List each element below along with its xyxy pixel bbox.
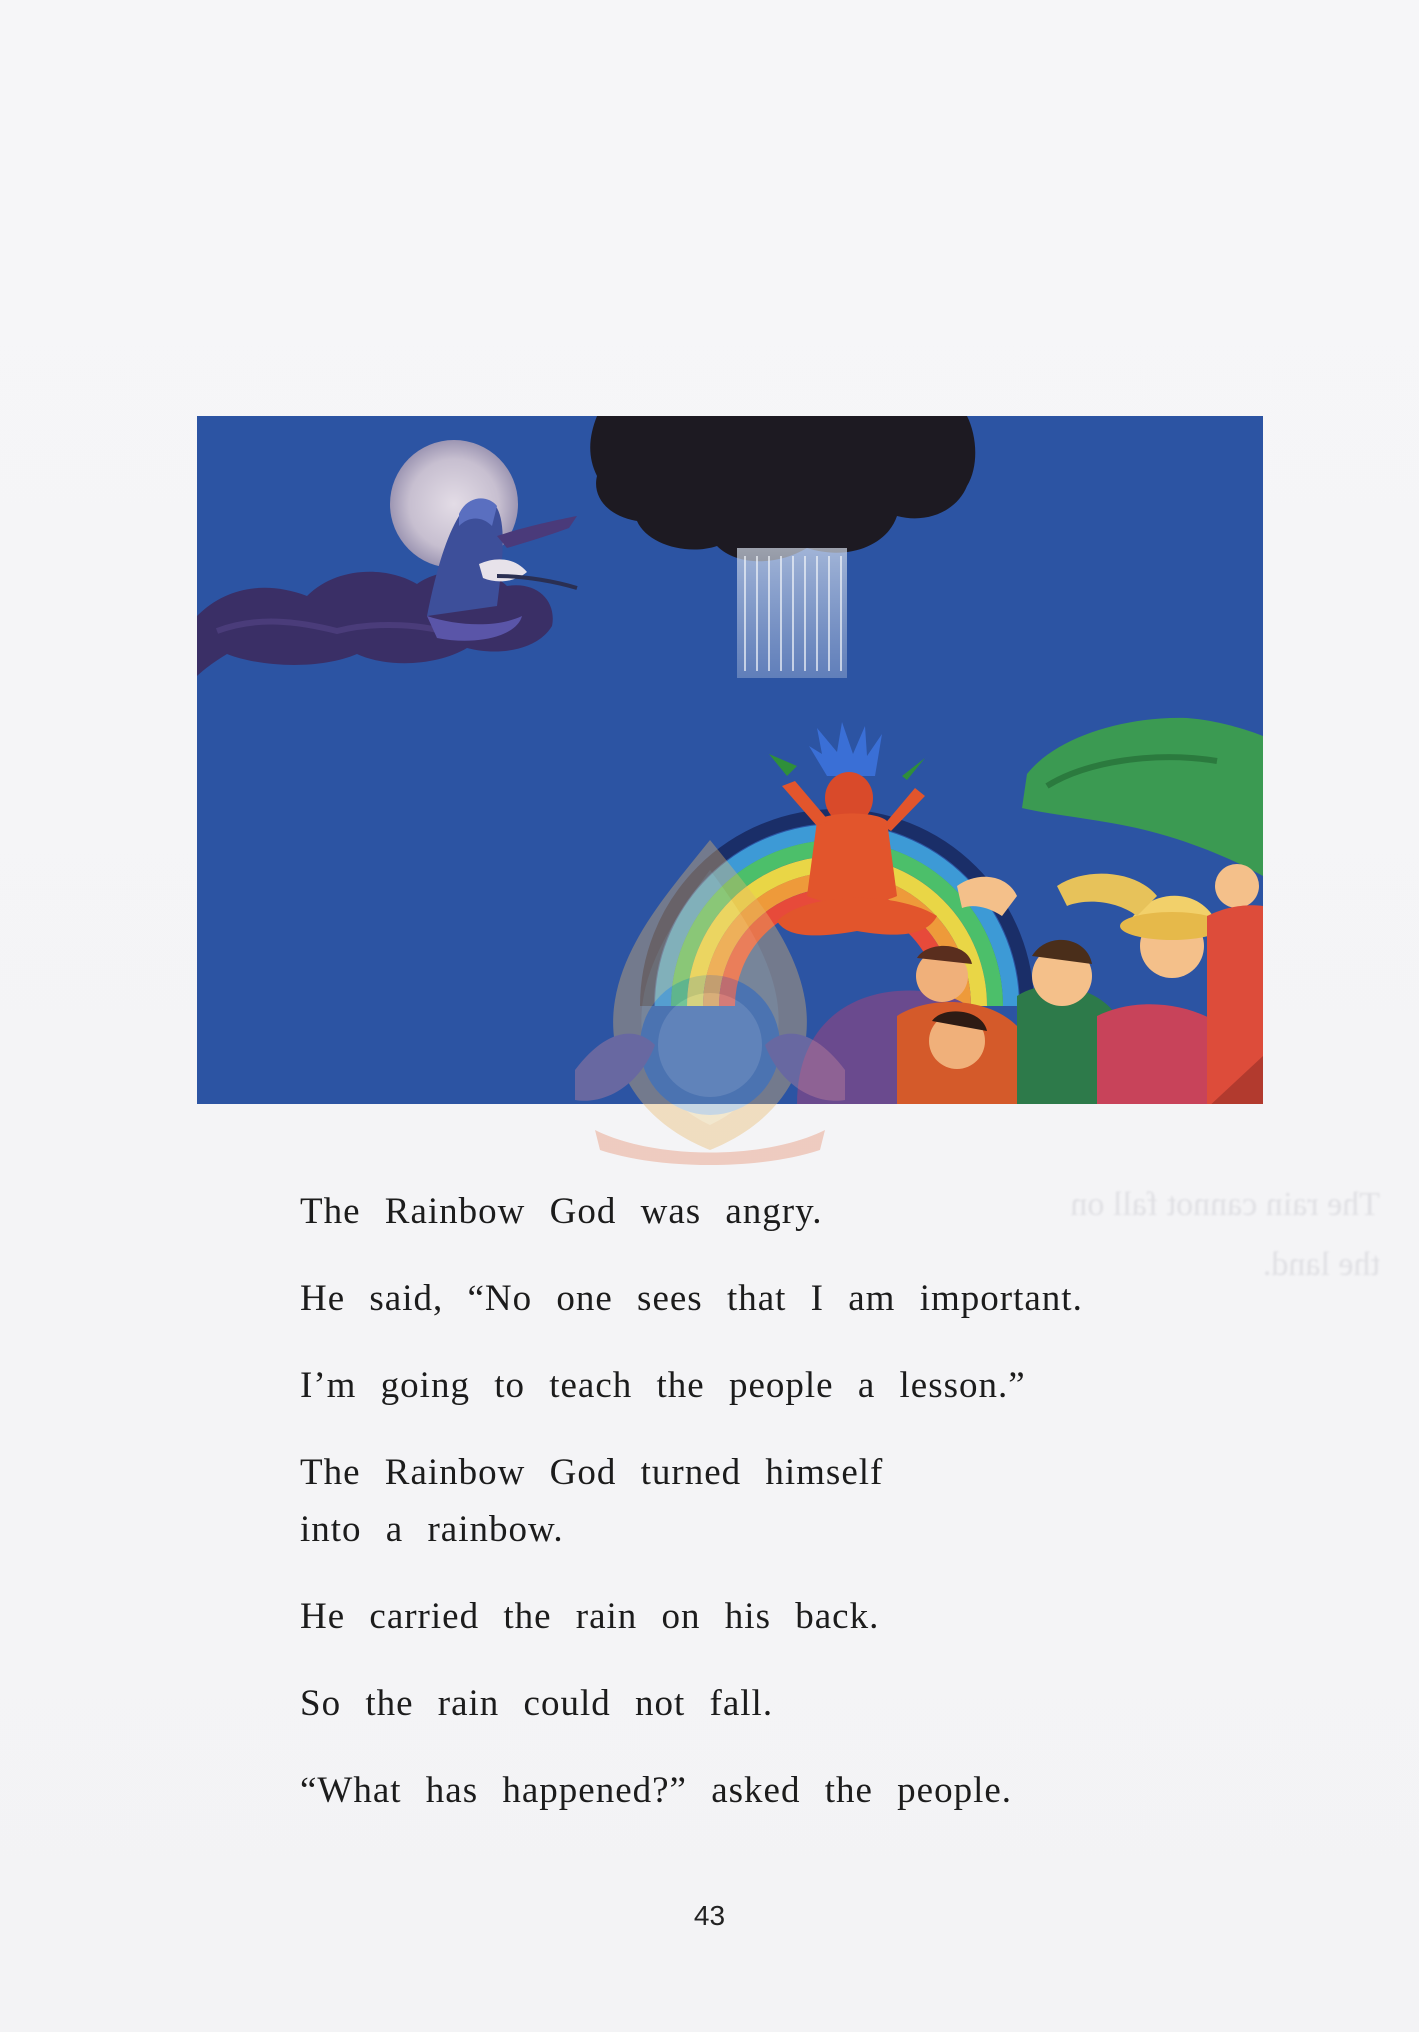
story-line: The Rainbow God was angry.	[300, 1191, 823, 1232]
story-line: He said, “No one sees that I am important.	[300, 1278, 1083, 1319]
seal-watermark-icon	[565, 830, 855, 1170]
rain-streaks	[737, 548, 847, 678]
story-line: I’m going to teach the people a lesson.”	[300, 1365, 1026, 1406]
page-number: 43	[693, 1900, 726, 1931]
story-line: So the rain could not fall.	[300, 1683, 774, 1724]
bleed-through-text: The rain cannot fall on the land.	[1070, 1186, 1380, 1283]
story-line: The Rainbow God turned himself	[300, 1452, 884, 1493]
story-line: He carried the rain on his back.	[300, 1596, 880, 1637]
story-line: “What has happened?” asked the people.	[300, 1770, 1013, 1811]
story-line: into a rainbow.	[300, 1509, 564, 1550]
